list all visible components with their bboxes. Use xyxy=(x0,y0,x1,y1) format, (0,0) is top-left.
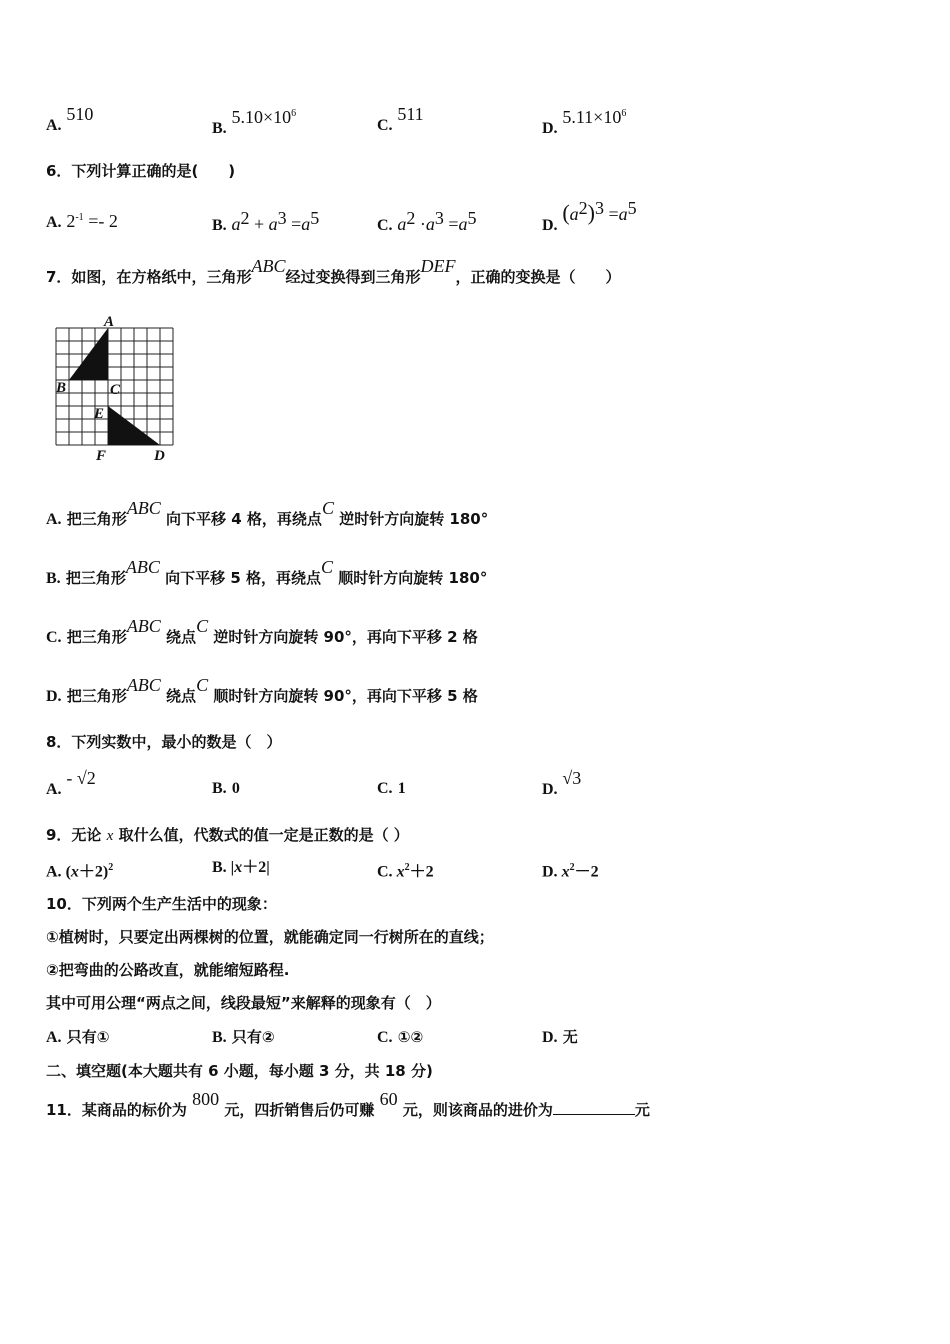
q8-title: 8．下列实数中，最小的数是（ ） xyxy=(46,733,282,751)
q7-option-d xyxy=(46,675,478,707)
var: x xyxy=(234,859,243,876)
text: 把三角形 xyxy=(66,510,127,528)
exponent: 3 xyxy=(595,198,604,218)
triangle-name: DEF xyxy=(420,256,456,276)
option-label: A. xyxy=(46,781,62,798)
text: 11．某商品的标价为 xyxy=(46,1101,187,1119)
text: ＋2| xyxy=(242,859,270,876)
q10-option-d xyxy=(542,1027,578,1048)
q10-option-b xyxy=(212,1027,275,1048)
text: ＋2) xyxy=(78,863,109,881)
option-value: 无 xyxy=(562,1028,578,1046)
text: ( xyxy=(65,863,71,881)
exponent: 2 xyxy=(404,862,410,873)
q9-option-c xyxy=(377,858,434,882)
option-label: B. xyxy=(212,217,227,234)
option-label: B. xyxy=(46,570,61,587)
text: 逆时针方向旋转 180° xyxy=(339,510,489,528)
triangle-name: ABC xyxy=(126,498,161,518)
q9-title xyxy=(46,825,409,846)
q7-option-c xyxy=(46,616,478,648)
option-label: D. xyxy=(46,688,62,705)
point-name: C xyxy=(196,675,209,695)
option-label: A. xyxy=(46,117,62,134)
var: x xyxy=(396,863,405,881)
text: | xyxy=(230,859,235,876)
var: a xyxy=(397,214,407,234)
exponent: -1 xyxy=(75,212,84,223)
point-name: C xyxy=(196,616,209,636)
var: a xyxy=(458,214,468,234)
var: a xyxy=(618,204,628,224)
q7-option-b xyxy=(46,557,488,589)
text: 向下平移 4 格，再绕点 xyxy=(166,510,322,528)
text: 把三角形 xyxy=(66,628,127,646)
label-c: C xyxy=(110,382,121,398)
point-name: C xyxy=(321,498,334,518)
exponent: 5 xyxy=(310,208,320,228)
option-label: B. xyxy=(212,859,227,876)
var: x xyxy=(70,863,79,881)
q9-option-a xyxy=(46,858,113,882)
q8-option-d xyxy=(542,768,582,800)
option-label: C. xyxy=(377,117,393,134)
q6-title: 6．下列计算正确的是( ) xyxy=(46,162,236,180)
option-math xyxy=(66,211,118,231)
text: 经过变换得到三角形 xyxy=(285,268,421,286)
text: 7．如图，在方格纸中，三角形 xyxy=(46,268,252,286)
q10-item-1: ①植树时，只要定出两棵树的位置，就能确定同一行树所在的直线； xyxy=(46,928,494,946)
triangle-name: ABC xyxy=(126,675,161,695)
option-value: 1 xyxy=(397,780,406,797)
q6-option-a xyxy=(46,208,118,233)
label-d: D xyxy=(154,448,165,464)
option-label: C. xyxy=(377,1029,393,1046)
option-value: - √2 xyxy=(66,768,96,788)
q8-option-c xyxy=(377,778,406,799)
var: a xyxy=(425,214,435,234)
q6-option-d xyxy=(542,198,637,236)
triangle-name: ABC xyxy=(125,557,160,577)
var: a xyxy=(268,214,278,234)
triangle-name: ABC xyxy=(251,256,286,276)
exponent: 3 xyxy=(434,208,444,228)
label-b: B xyxy=(56,380,67,396)
q11 xyxy=(46,1089,650,1120)
label-f: F xyxy=(96,448,107,464)
exponent: 2 xyxy=(406,208,416,228)
exponent: 5 xyxy=(467,208,477,228)
text: 向下平移 5 格，再绕点 xyxy=(165,569,322,587)
option-label: D. xyxy=(542,1029,558,1046)
label-e: E xyxy=(94,406,105,422)
option-label: D. xyxy=(542,863,558,881)
option-label: B. xyxy=(212,780,227,797)
text: 9．无论 xyxy=(46,826,102,844)
text: 元 xyxy=(634,1101,650,1119)
paren: ( xyxy=(562,200,570,225)
option-label: A. xyxy=(46,863,62,881)
text: 把三角形 xyxy=(65,569,126,587)
option-label: C. xyxy=(377,780,393,797)
option-label: C. xyxy=(377,217,393,234)
option-label: B. xyxy=(212,1029,227,1046)
option-value: 510 xyxy=(66,104,94,124)
exponent: 5 xyxy=(627,198,637,218)
q10-option-a xyxy=(46,1027,110,1048)
q9-option-d xyxy=(542,858,599,882)
q9-option-b xyxy=(212,858,270,878)
q10-option-c xyxy=(377,1027,423,1048)
q5-option-d xyxy=(542,107,627,139)
text: 元，则该商品的进价为 xyxy=(402,1101,553,1119)
exponent: 2 xyxy=(108,862,114,873)
option-value: 0 xyxy=(231,780,240,797)
q5-option-a xyxy=(46,104,94,136)
q10-item-2: ②把弯曲的公路改直，就能缩短路程. xyxy=(46,961,290,979)
q8-option-b xyxy=(212,778,240,799)
equals: = xyxy=(286,214,302,234)
paren: ) xyxy=(587,200,595,225)
option-value xyxy=(231,107,296,127)
exponent: 2 xyxy=(578,198,588,218)
text: 顺时针方向旋转 90°，再向下平移 5 格 xyxy=(213,687,478,705)
q5-option-b xyxy=(212,107,297,139)
text: 顺时针方向旋转 180° xyxy=(338,569,488,587)
triangle-name: ABC xyxy=(126,616,161,636)
operator: · xyxy=(415,214,426,234)
text: －2 xyxy=(574,863,599,881)
exponent: 2 xyxy=(240,208,250,228)
text: 绕点 xyxy=(166,628,197,646)
option-value xyxy=(562,107,626,127)
option-label: D. xyxy=(542,120,558,137)
exponent: 3 xyxy=(277,208,287,228)
operator: + xyxy=(249,214,269,234)
option-label: A. xyxy=(46,1029,62,1046)
option-value: √3 xyxy=(562,768,582,788)
profit-value: 60 xyxy=(379,1089,398,1109)
var: x xyxy=(561,863,570,881)
rest: =- 2 xyxy=(83,211,118,231)
answer-blank[interactable] xyxy=(553,1100,635,1115)
point-name: C xyxy=(321,557,334,577)
exponent: 6 xyxy=(621,108,627,119)
option-label: C. xyxy=(377,863,393,881)
option-value: ①② xyxy=(397,1028,424,1046)
base: 5.11×10 xyxy=(562,107,622,127)
grid-figure xyxy=(44,312,184,472)
q7-option-a xyxy=(46,498,489,530)
var: a xyxy=(231,214,241,234)
q8-option-a xyxy=(46,768,96,800)
label-a: A xyxy=(104,314,115,330)
var: x xyxy=(106,828,114,844)
exponent: 2 xyxy=(569,862,575,873)
equals: = xyxy=(443,214,459,234)
text: 绕点 xyxy=(166,687,197,705)
text: 元，四折销售后仍可赚 xyxy=(224,1101,375,1119)
equals: = xyxy=(604,204,619,224)
option-label: C. xyxy=(46,629,62,646)
var: a xyxy=(569,204,579,224)
q6-option-c xyxy=(377,208,477,236)
text: 取什么值，代数式的值一定是正数的是（ ） xyxy=(118,826,409,844)
option-value: 只有② xyxy=(231,1028,275,1046)
text: 逆时针方向旋转 90°，再向下平移 2 格 xyxy=(213,628,478,646)
option-label: A. xyxy=(46,511,62,528)
option-label: A. xyxy=(46,214,62,231)
q10-question: 其中可用公理“两点之间，线段最短”来解释的现象有（ ） xyxy=(46,994,441,1012)
var: a xyxy=(301,214,311,234)
text: 把三角形 xyxy=(66,687,127,705)
q10-title: 10．下列两个生产生活中的现象： xyxy=(46,895,277,913)
q5-option-c xyxy=(377,104,424,136)
base: 5.10×10 xyxy=(231,107,292,127)
exponent: 6 xyxy=(291,108,297,119)
option-label: D. xyxy=(542,217,558,234)
text: ，正确的变换是（ ） xyxy=(455,268,621,286)
text: ＋2 xyxy=(409,863,434,881)
price-value: 800 xyxy=(192,1089,220,1109)
q7-title xyxy=(46,256,621,287)
option-label: D. xyxy=(542,781,558,798)
option-value: 只有① xyxy=(66,1028,110,1046)
base: 2 xyxy=(66,211,76,231)
q6-option-b xyxy=(212,208,319,236)
option-value: 511 xyxy=(397,104,424,124)
option-label: B. xyxy=(212,120,227,137)
section-heading: 二、填空题(本大题共有 6 小题，每小题 3 分，共 18 分) xyxy=(46,1062,433,1080)
